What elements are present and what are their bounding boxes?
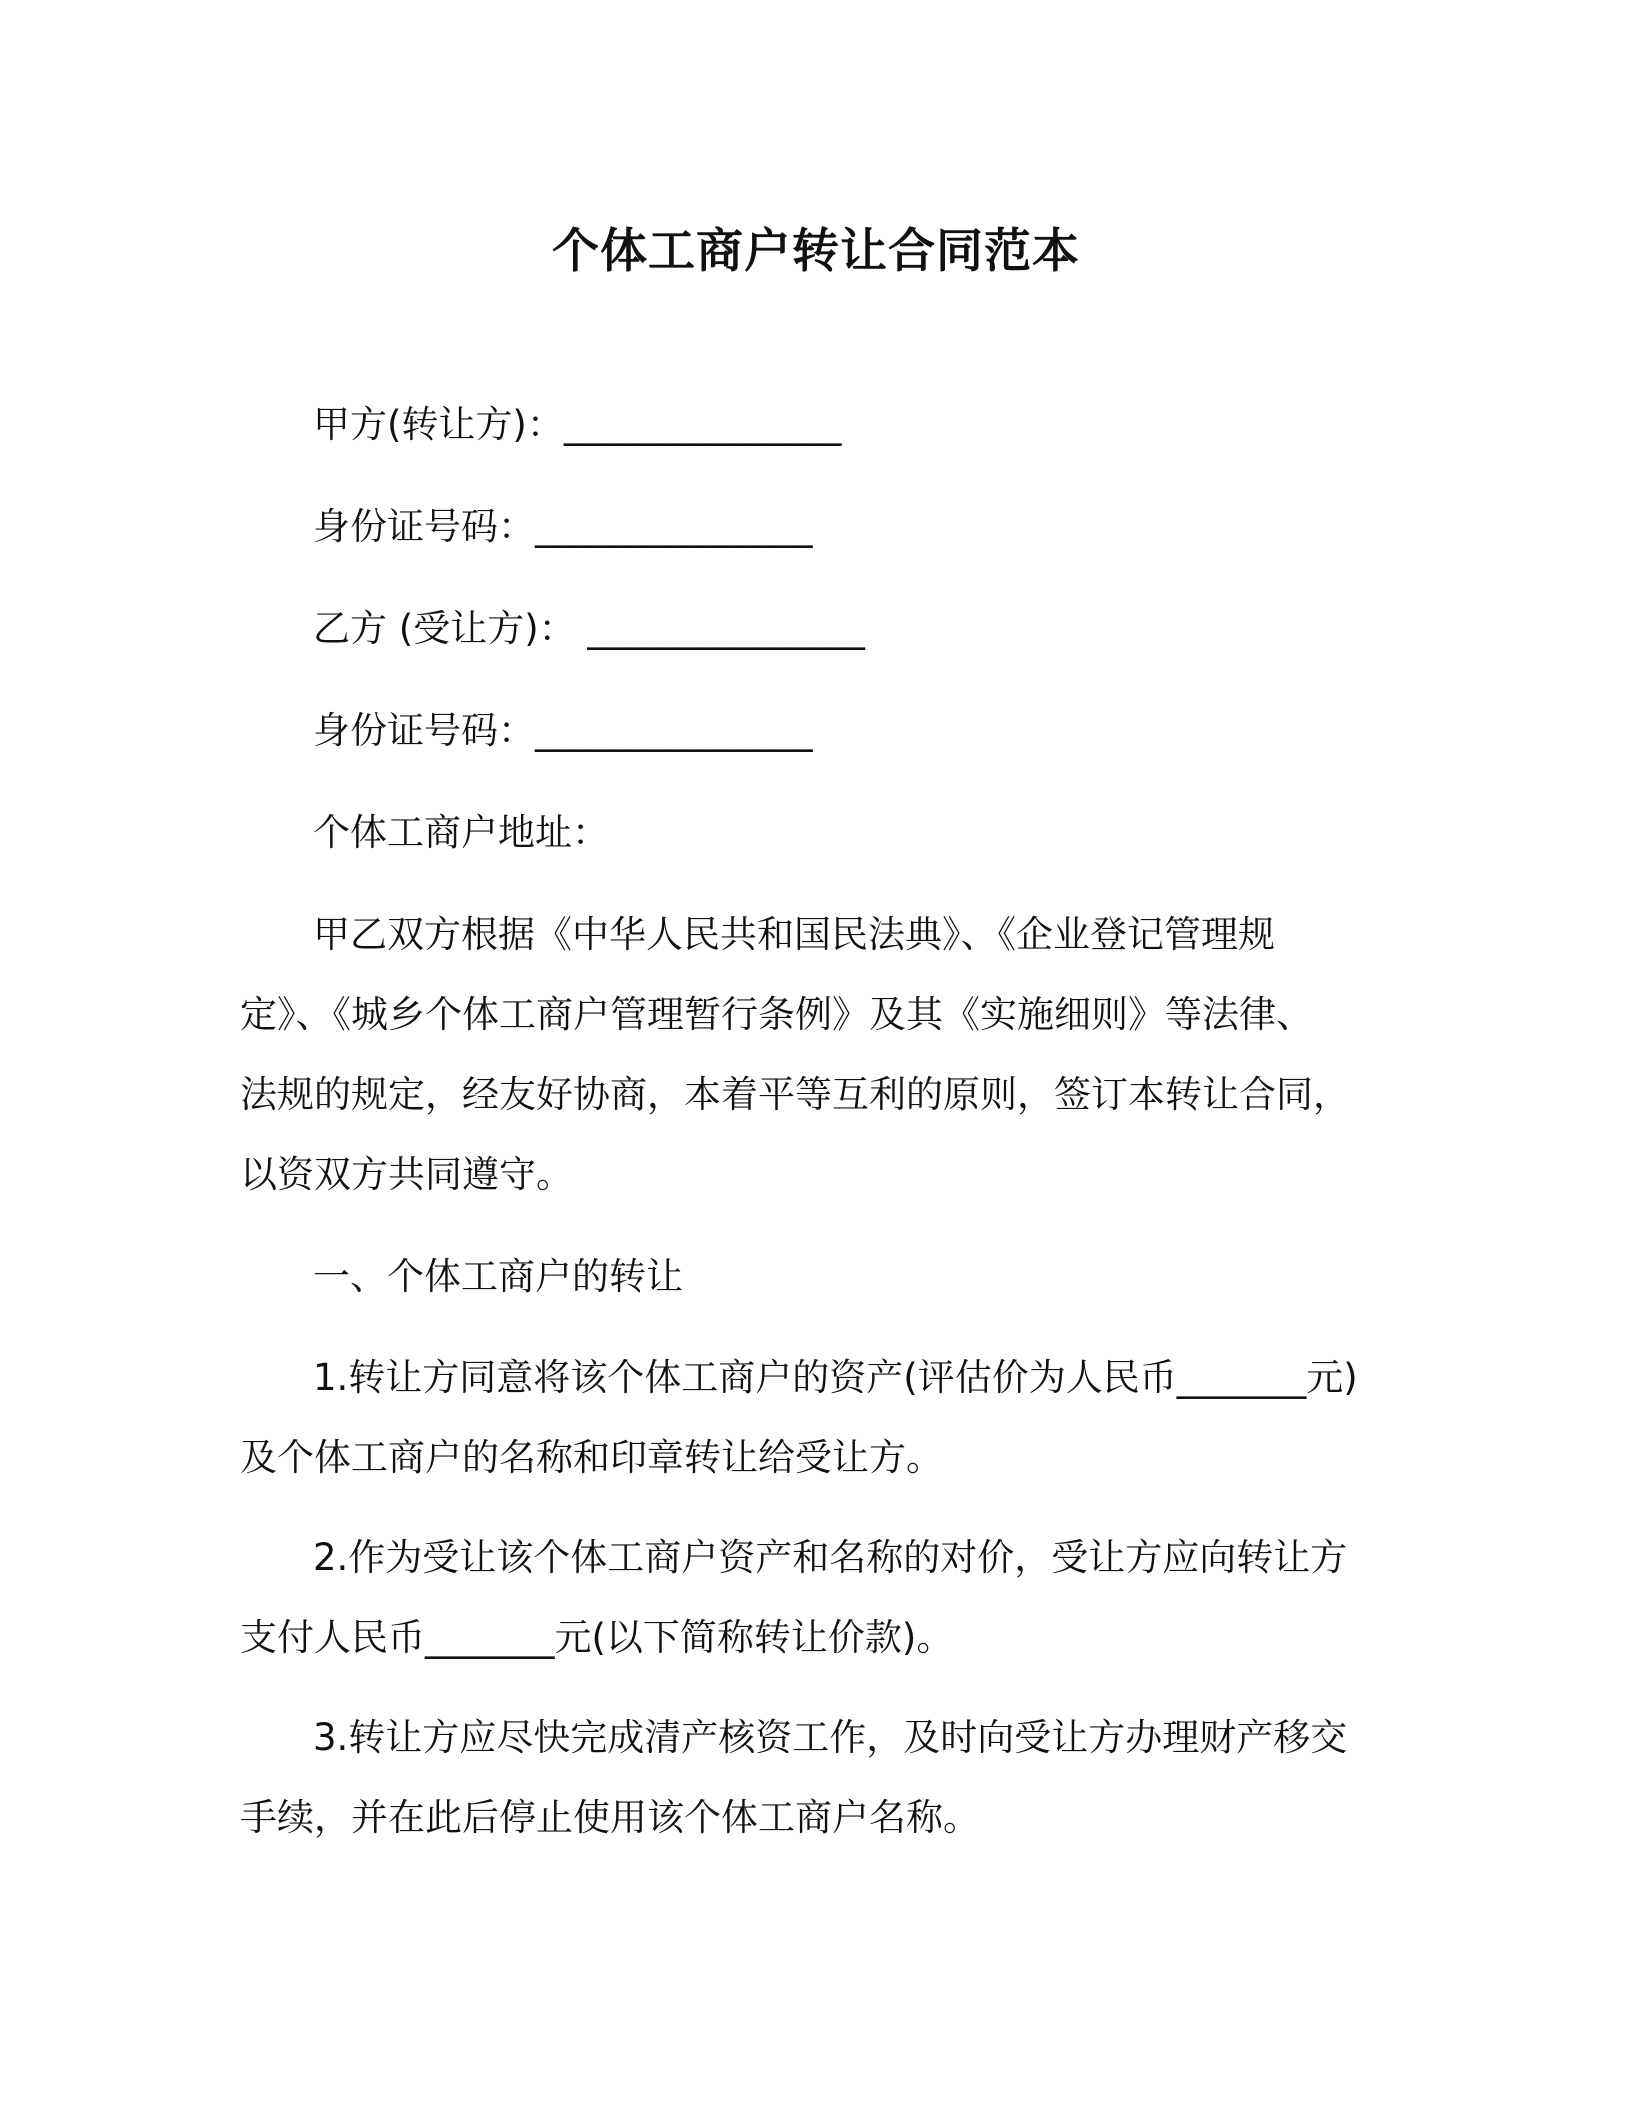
party-a-field: 甲方(转让方)：_______________ (313, 403, 842, 446)
preamble-line: 定》、《城乡个体工商户管理暂行条例》及其《实施细则》等法律、 (240, 993, 1313, 1036)
clause-3-line: 手续，并在此后停止使用该个体工商户名称。 (240, 1796, 980, 1839)
clause-1-line: 及个体工商户的名称和印章转让给受让方。 (240, 1436, 943, 1479)
preamble-line: 甲乙双方根据《中华人民共和国民法典》、《企业登记管理规 (313, 913, 1275, 956)
party-a-id-field: 身份证号码：_______________ (313, 505, 813, 548)
business-address-field: 个体工商户地址： (313, 811, 609, 854)
document-title: 个体工商户转让合同范本 (552, 224, 1080, 279)
clause-3-line: 3.转让方应尽快完成清产核资工作，及时向受让方办理财产移交 (313, 1716, 1348, 1759)
clause-1-line: 1.转让方同意将该个体工商户的资产(评估价为人民币_______元) (313, 1356, 1358, 1399)
section-heading: 一、个体工商户的转让 (313, 1255, 683, 1298)
preamble-line: 法规的规定，经友好协商，本着平等互利的原则，签订本转让合同， (240, 1073, 1350, 1116)
clause-2-line: 2.作为受让该个体工商户资产和名称的对价，受让方应向转让方 (313, 1536, 1348, 1579)
clause-2-line: 支付人民币_______元(以下简称转让价款)。 (240, 1616, 954, 1659)
party-b-field: 乙方 (受让方)： _______________ (313, 607, 865, 650)
party-b-id-field: 身份证号码：_______________ (313, 709, 813, 752)
preamble-line: 以资双方共同遵守。 (240, 1153, 573, 1196)
